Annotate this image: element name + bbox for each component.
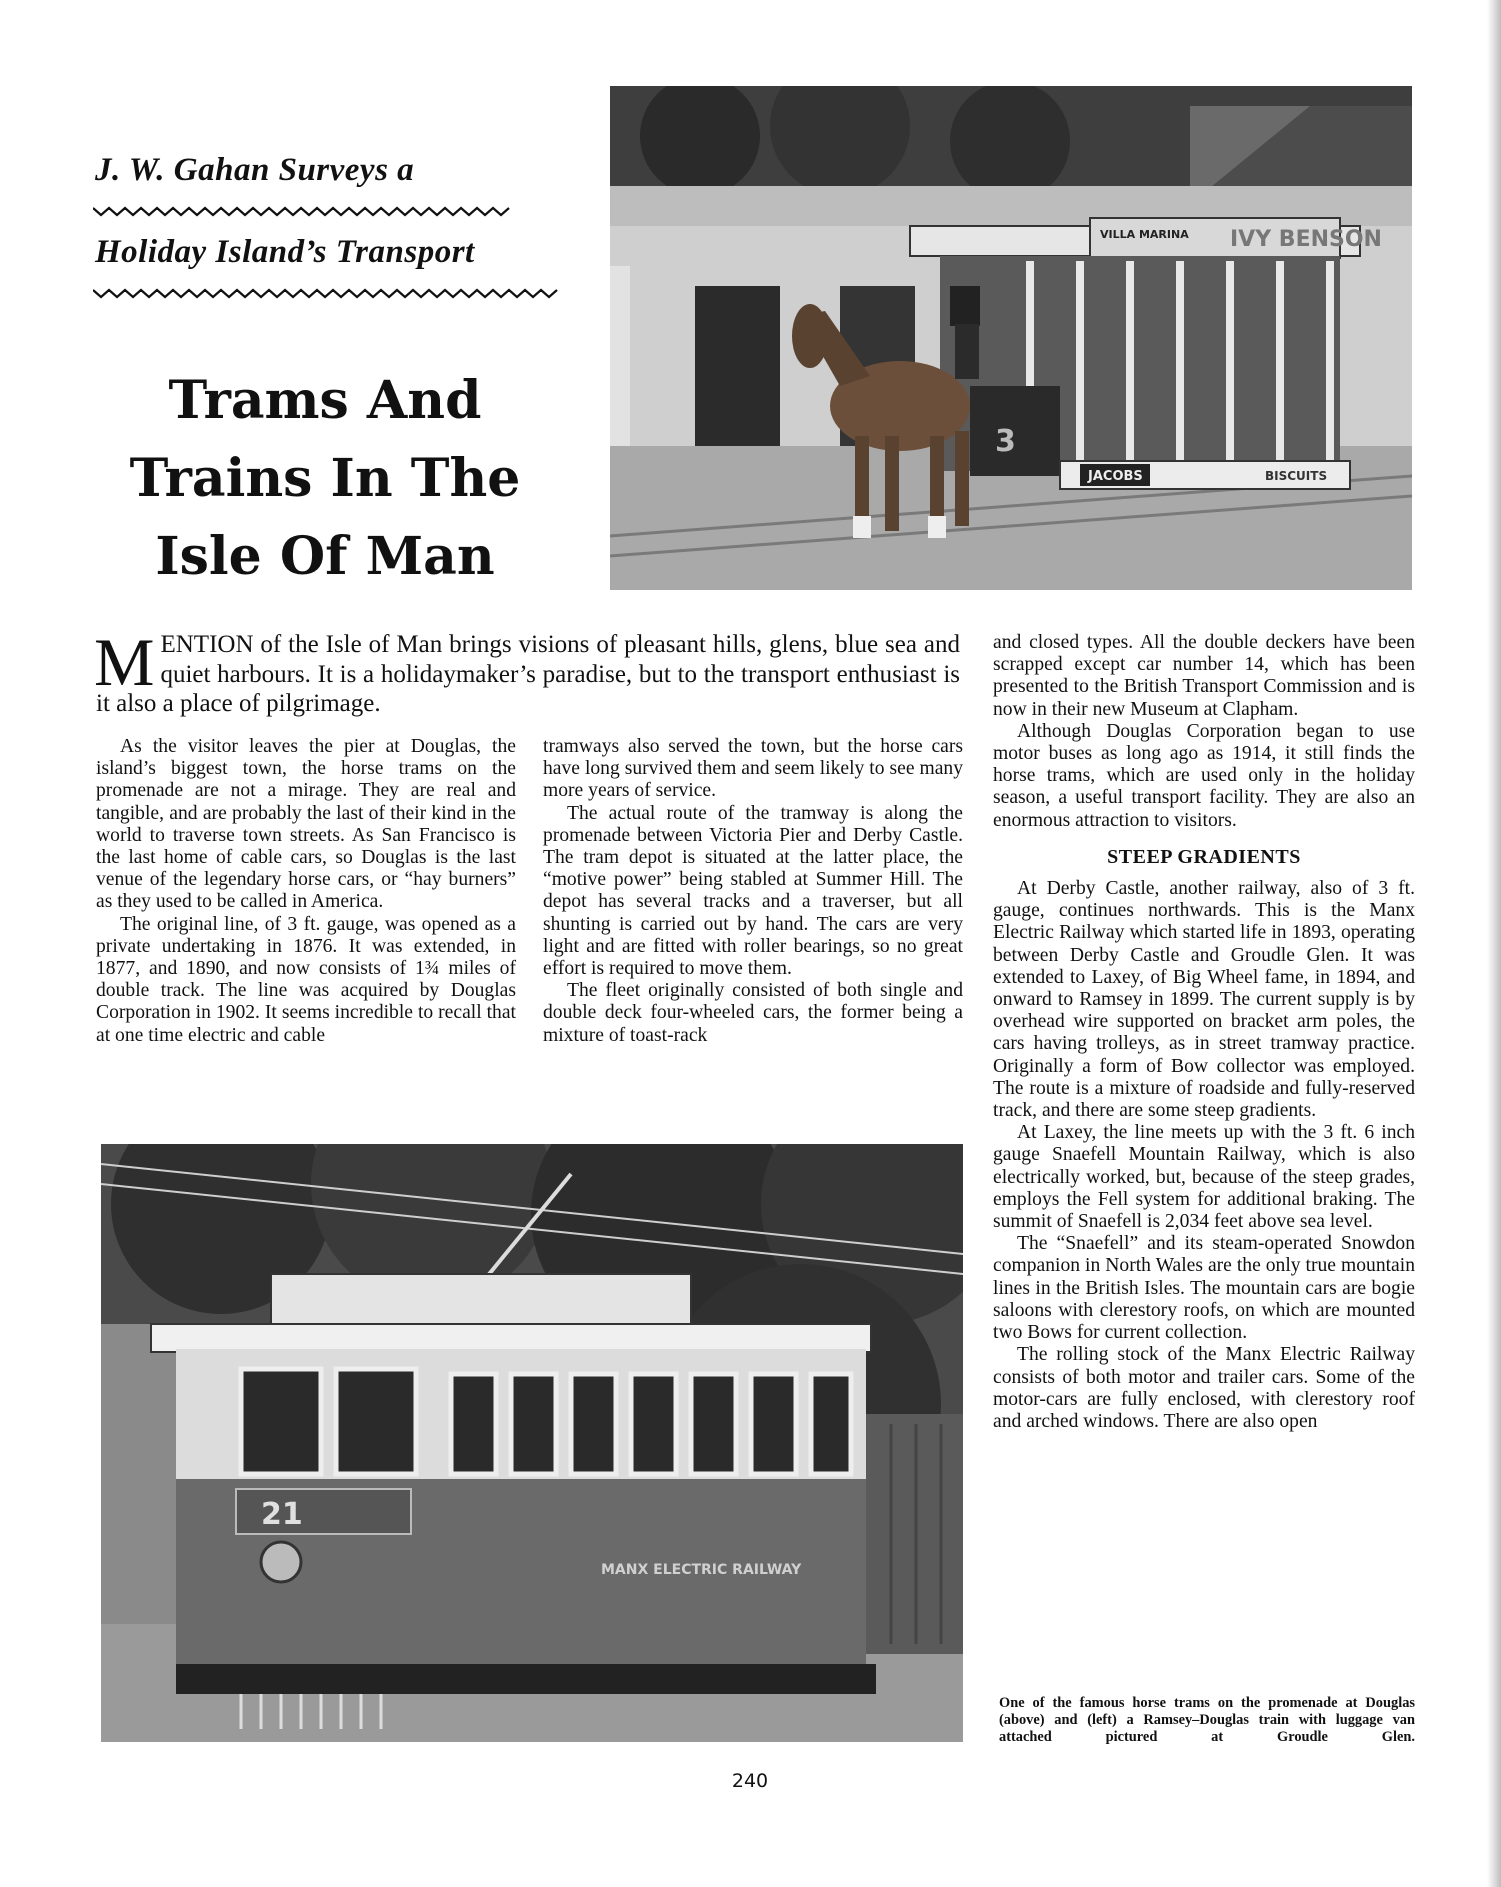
photo-caption: One of the famous horse trams on the promenade at Douglas (above) and (left) a Ramsey–Douglas train with luggage van attached pictured at Groudle Glen. — [999, 1695, 1415, 1745]
col1-paragraph-2: The original line, of 3 ft. gauge, was opened as a private undertaking in 1876. It was extended, in 1877, and 1890, and now consists of 1¾ miles of double track. The line was acquired by Douglas Corporation in 1902. It seems incredible to recall that at one time electric and cable — [96, 913, 516, 1046]
text-column-3 — [993, 632, 1415, 1433]
electric-railway-photo — [101, 1144, 963, 1742]
kicker-line-1: J. W. Gahan Surveys a — [95, 152, 415, 188]
tram-advert: JACOBS — [1088, 469, 1143, 484]
col3-paragraph-4: At Laxey, the line meets up with the 3 ft. 6 inch gauge Snaefell Mountain Railway, which is also electrically worked, but, because of the steep grades, employs the Fell system for additional braking. The summit of Snaefell is 2,034 feet above sea level. — [993, 1122, 1415, 1233]
title-line-1: Trams And — [168, 370, 482, 431]
text-column-2 — [543, 736, 963, 1047]
intro-text: ENTION of the Isle of Man brings visions of pleasant hills, glens, blue sea and quiet harbours. It is a holidaymaker’s paradise, but to the transport enthusiast is it also a place of pilgrimage. — [96, 631, 960, 717]
col3-paragraph-2: Although Douglas Corporation began to use motor buses as long ago as 1914, it still finds the horse trams, which are used only in the holiday season, a useful transport facility. They are also an enormous attraction to visitors. — [993, 720, 1415, 831]
col2-paragraph-2: The actual route of the tramway is along the promenade between Victoria Pier and Derby Castle. The tram depot is situated at the latter place, the “motive power” being stabled at Summer Hill. The depot has several tracks and a traverser, but all shunting is carried out by hand. The cars are very light and are fitted with roller bearings, so no great effort is required to move them. — [543, 802, 963, 980]
tram-sign-left: VILLA MARINA — [1100, 228, 1189, 241]
col1-paragraph-1: As the visitor leaves the pier at Douglas, the island’s biggest town, the horse trams on the promenade are not a mirage. They are real and tangible, and are probably the last of their kind in the world to traverse town streets. As San Francisco is the last home of cable cars, so Douglas is the last venue of the legendary horse cars, or “hay burners” as they used to be called in America. — [96, 736, 516, 913]
col2-paragraph-3: The fleet originally consisted of both single and double deck four-wheeled cars, the former being a mixture of toast-rack — [543, 980, 963, 1046]
col2-paragraph-1: tramways also served the town, but the horse cars have long survived them and seem likely to see many more years of service. — [543, 736, 963, 802]
tram-advert-2: BISCUITS — [1265, 469, 1328, 483]
article-title — [90, 362, 560, 596]
text-column-1 — [96, 736, 516, 1047]
col3-paragraph-6: The rolling stock of the Manx Electric Railway consists of both motor and trailer cars. Some of the motor-cars are fully enclosed, with clerestory roof and arched windows. There are also open — [993, 1344, 1415, 1432]
railcar-livery: MANX ELECTRIC RAILWAY — [601, 1562, 802, 1578]
col3-paragraph-5: The “Snaefell” and its steam-operated Snowdon companion in North Wales are the only true mountain lines in the British Isles. The mountain cars are bogie saloons with clerestory roofs, on which are mounted two Bows for current collection. — [993, 1233, 1415, 1344]
page-edge-shadow — [1487, 0, 1501, 1887]
page-number: 240 — [731, 1770, 769, 1792]
col3-paragraph-3: At Derby Castle, another railway, also of 3 ft. gauge, continues northwards. This is the Manx Electric Railway which started life in 1893, operating between Derby Castle and Groudle Glen. It was extended to Laxey, of Big Wheel fame, in 1894, and onward to Ramsey in 1899. The current supply is by overhead wire supported on bracket arm poles, the cars having trolleys, as in street tramway practice. Originally a form of Bow collector was employed. The route is a mixture of roadside and fully-reserved track, and there are some steep gradients. — [993, 878, 1415, 1122]
section-subhead: STEEP GRADIENTS — [1107, 845, 1301, 868]
drop-cap: M — [94, 624, 155, 700]
tram-sign-right: IVY BENSON — [1230, 227, 1382, 252]
intro-paragraph — [94, 624, 960, 719]
title-line-2: Trains In The — [129, 448, 521, 509]
tram-car-number: 3 — [995, 424, 1016, 459]
kicker-line-2: Holiday Island’s Transport — [95, 234, 475, 270]
title-line-3: Isle Of Man — [155, 526, 495, 587]
wavy-rule-2 — [93, 286, 563, 300]
railcar-number: 21 — [261, 1497, 303, 1532]
wavy-rule-1 — [93, 204, 513, 218]
col3-paragraph-1: and closed types. All the double deckers have been scrapped except car number 14, which has been presented to the British Transport Commission and is now in their new Museum at Clapham. — [993, 632, 1415, 720]
horse-tram-photo — [610, 86, 1412, 590]
